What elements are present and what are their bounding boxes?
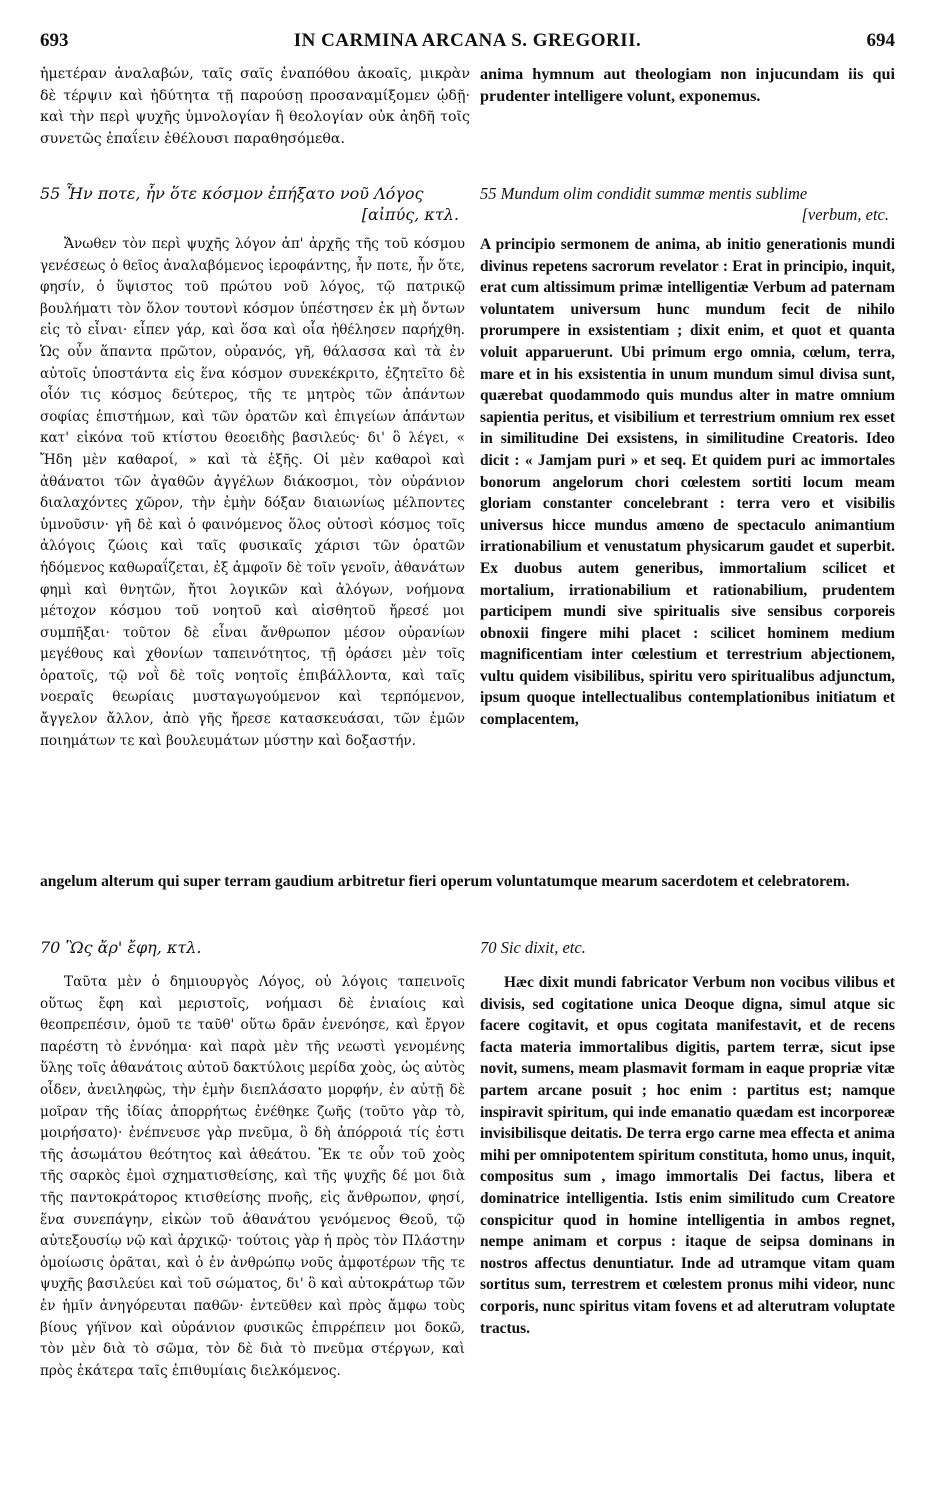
section-70-latin-text: Hæc dixit mundi fabricator Verbum non vocibus vilibus et divisis, sed cogitatione unica Deoque digna, simul atque sic facere cogitavit, et opus cogitata manifestavit, et de recens facta materia immortalibus digitis, partem terræ, sicut ipse novit, sumens, meam plasmavit formam in eaque propriæ vitæ partem arcane posuit ; hoc enim : partitus est; namque inspiravit spiritum, qui inde emanatio quædam est incorporeæ invisibilisque deitatis. De terra ergo carne mea effecta et anima mihi per omnipotentem spiritum constituta, homo unus, inquit, compositus sum , imago immortalis Dei factus, libera et dominatrice intelligentia. Istis enim similitudo cum Creatore conspicitur quod in homine intelligentia in ambos regnet, nempe animam et corpus : itaque de seipsa dominans in nostros affectus denuntiatur. Inde ad utramque vitam quam sortitus sum, terrestrem et cœlestem pronus mihi videor, nunc corporis, nunc spiritus vitam fovens et ad alterutram voluptate tractus. <box>480 974 895 1337</box>
section-70-greek-text: Ταῦτα μὲν ὁ δημιουργὸς Λόγος, οὐ λόγοις ταπεινοῖς οὕτως ἔφη καὶ μεριστοῖς, νοήμασι δὲ ἑνιαίοις καὶ θεοπρεπέσιν, ὁμοῦ τε ταῦθ' οὕτω δρᾶν ἐνενόησε, καὶ ἔργον παρέστη τὸ ἐννόημα· καὶ παρὰ μὲν τῆς νεωστὶ γενομένης ὕλης τοῖς ἀθανάτοις αὐτοῦ δακτύλοις μερίδα χοὸς, ὡς αὐτὸς οἶδεν, ἀνειληφὼς, τὴν ἐμὴν διεπλάσατο μορφήν, ἐν αὐτῇ δὲ μοῖραν τῆς ἰδίας ἀπορρήτως ἐνέθηκε ζωῆς (τοῦτο γὰρ τὸ, μοιρήσατο)· ἐνέπνευσε γὰρ πνεῦμα, ὃ δὴ ἀπόρροιά τίς ἐστι τῆς ἀσωμάτου θεότητος καὶ ἀθεάτου. Ἔκ τε οὖν τοῦ χοὸς τῆς σαρκὸς ἐμοὶ σχηματισθείσης, καὶ τῆς ψυχῆς δέ μοι διὰ τῆς παντοκράτορος κτισθείσης πνοῆς, εἰς ἄνθρωπον, φησί, ἕνα συνεπάγην, εἰκὼν τοῦ ἀθανάτου γενόμενος Θεοῦ, τῷ αὐτεξουσίῳ νῷ καὶ ἀρχικῷ· τούτοις γὰρ ἡ πρὸς τὸν Πλάστην ὁμοίωσις ὁρᾶται, καὶ ὁ ἐν ἀνθρώπῳ νοῦς ἀμφοτέρων τῆς τε ψυχῆς βασιλεύει καὶ τοῦ σώματος, δι' ὃ καὶ αὐτοκράτωρ τῶν ἐν ἡμῖν ἀνηγόρευται παθῶν· ἐντεῦθεν καὶ πρὸς ἄμφω τοὺς βίους γήϊνον καὶ οὐράνιον φυσικῶς ἐπιρρέπειν μοι δοκῶ, τὸν μὲν διὰ τὸ σῶμα, τὸν δὲ διὰ τὸ πνεῦμα στέργων, καὶ πρὸς ἑκάτερα ταῖς ἐπιθυμίαις διελκόμενος. <box>40 974 465 1379</box>
section-70-latin-heading: 70 Sic dixit, etc. <box>480 938 586 957</box>
section-55-latin-heading-tail: [verbum, etc. <box>801 205 889 224</box>
section-55-latin-heading-line: 55 Mundum olim condidit summæ mentis sublime <box>480 184 808 203</box>
page-number-left: 693 <box>40 30 69 51</box>
section-55-latin-text: A principio sermonem de anima, ab initio generationis mundi divinus repetens sacrorum revelator : Erat in principio, inquit, erat cum altissimum primæ intelligentiæ Verbum ad paternam voluntatem universum hunc mundum fecit de nihilo prorumpere in exsistentiam ; dixit enim, et quot et quanta voluit apparuerunt. Ubi primum ergo omnia, cœlum, terra, mare et in his exsistentia in unum mundum simul divisa sunt, quærebat quodammodo quis mundus alter in matre omnium sapientia peritus, et visibilium et terrestrium omnium rex esset in similitudine Dei exsistens, in similitudine Creatoris. Ideo dicit : « Jamjam puri » et seq. Et quidem puri ac immortales bonorum angelorum chori cœlestem sortiti locum meam gloriam constanter concelebrant : terra vero et visibilis universus hicce mundus amœno de spectaculo animantium irrationabilium et venustatum physicarum gaudet et superbit. Ex duobus autem generibus, immortalium scilicet et mortalium, irrationabilium et rationabilium, prudentem participem mundi sive spiritualis sive sensibus corporeis obnoxii fingere mihi placet : scilicet hominem medium magnificentiam inter cœlestium et terrestrium abjectionem, vultu quidem visibilibus, spiritu vero spiritualibus adjunctum, ipsum quoque intellectualibus contemplationibus initiatum et complacentem, <box>480 236 895 729</box>
running-title: IN CARMINA ARCANA S. GREGORII. <box>293 30 642 51</box>
section-55-latin-heading <box>480 183 895 225</box>
section-55-latin-continuation: angelum alterum qui super terram gaudium arbitretur fieri operum voluntatumque mearum sacerdotem et celebratorem. <box>40 873 850 890</box>
section-55-greek-heading-tail: [αἰπύς, κτλ. <box>361 205 459 224</box>
intro-greek: ἡμετέραν ἀναλαβών, ταῖς σαῖς ἐναπόθου ἀκοαῖς, μικρὰν δὲ τέρψιν καὶ ἡδύτητα τῇ παρούσῃ προσαναμίξομεν ᾠδῇ· καὶ τὴν περὶ ψυχῆς ὑμνολογίαν ἢ θεολογίαν οὐκ ἀηδῆ τοῖς συνετῶς ἐπαΐειν ἐθέλουσι παραθησόμεθα. <box>40 66 470 147</box>
running-header <box>40 30 895 56</box>
page-number-right: 694 <box>866 30 895 51</box>
section-55-greek-heading <box>40 183 465 225</box>
section-55-greek-heading-line: 55 Ἦν ποτε, ἦν ὅτε κόσμον ἐπήξατο νοῦ Λόγος <box>40 184 424 203</box>
section-55-greek-text: Ἄνωθεν τὸν περὶ ψυχῆς λόγον ἀπ' ἀρχῆς τῆς τοῦ κόσμου γενέσεως ὁ θεῖος ἀναλαβόμενος ἱεροφάντης, ἦν ποτε, ἦν ὅτε, φησίν, ὁ ὕψιστος τοῦ πρώτου νοῦ λόγος, τῷ πατρικῷ βουλήματι τὸν ὅλον τουτονὶ κόσμον ὑπέστησεν ἐκ μὴ ὄντων εἰς τὸ εἶναι· εἶπεν γάρ, καὶ ὅσα καὶ οἷα ἠθέλησεν παρήχθη. Ὡς οὖν ἅπαντα πρῶτον, οὐρανός, γῆ, θάλασσα καὶ τὰ ἐν αὐτοῖς ὑποστάντα εἰς ἕνα κόσμον συνεκέκριτο, ἐζητεῖτο δὲ οἷόν τις κόσμος δεύτερος, τῆς τε μητρὸς τῶν ἀπάντων σοφίας ἐπιστήμων, καὶ τῶν ὁρατῶν καὶ ἐπιγείων ἁπάντων κατ' εἰκόνα τοῦ κτίστου θεοειδὴς βασιλεύς· δι' ὃ λέγει, « Ἤδη μὲν καθαροί, » καὶ τὰ ἑξῆς. Οἱ μὲν καθαροὶ καὶ ἀθάνατοι τῶν ἀγαθῶν ἀγγέλων διάκοσμοι, τὸν οὐράνιον διαλαχόντες χῶρον, τὴν ἐμὴν δόξαν διαιωνίως μέλποντες ὑμνοῦσιν· γῆ δὲ καὶ ὁ φαινόμενος ὅλος οὑτοσὶ κόσμος τοῖς ἀλόγοις ζώοις καὶ ταῖς φυσικαῖς χάρισι τῶν ὁρατῶν ἡδόμενος καθωραΐζεται, ἐξ ἀμφοῖν δὲ τοῖν γενοῖν, ἀθανάτων φημὶ καὶ θνητῶν, ἤτοι λογικῶν καὶ ἀλόγων, νοήμονα μέτοχον κόσμου τοῦ νοητοῦ καὶ αἰσθητοῦ ἤρεσέ μοι συμπῆξαι· τοῦτον δὲ εἶναι ἄνθρωπον μέσον οὐρανίων μεγέθους καὶ χθονίων ταπεινότητος, τῇ ὁράσει μὲν τοῖς ὁρατοῖς, τῷ νοῒ δὲ τοῖς νοητοῖς ἐπιβάλλοντα, καὶ ταῖς νοεραῖς θεωρίαις μυσταγωγούμενον καὶ τερπόμενον, ἄγγελον ἄλλον, ἀπὸ γῆς ἤρεσε κατασκευάσαι, τῶν ἐμῶν ποιημάτων τε καὶ βουλευμάτων μύστην καὶ δοξαστήν. <box>40 236 465 749</box>
intro-latin: anima hymnum aut theologiam non injucundam iis qui prudenter intelligere volunt, exponemus. <box>480 65 895 105</box>
section-70-greek-heading: 70 Ὣς ἄρ' ἔφη, κτλ. <box>40 938 202 957</box>
